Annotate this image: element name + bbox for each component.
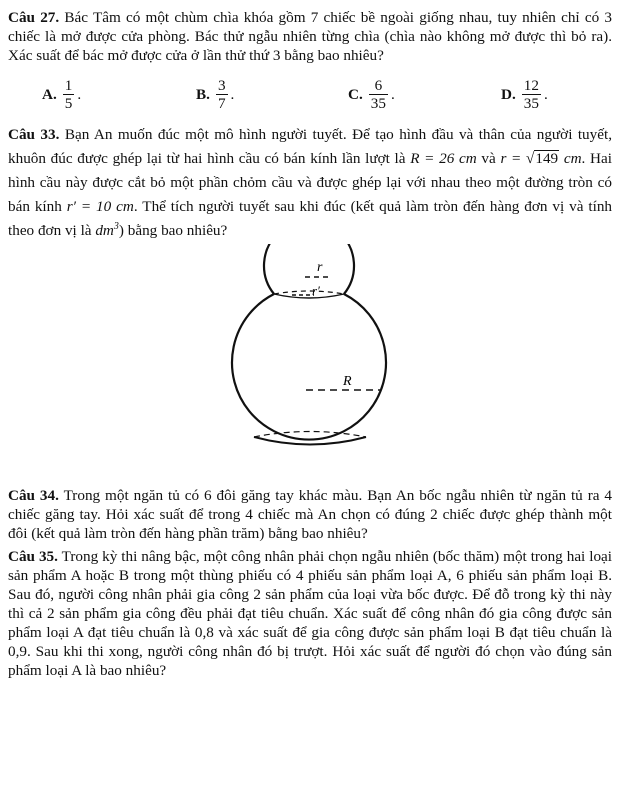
question-27 bbox=[8, 8, 612, 112]
bottom-cut-back bbox=[254, 432, 366, 438]
question-35-text: Câu 35. Trong kỳ thi nâng bậc, một công nhân phải chọn ngẫu nhiên (bốc thăm) một trong hai loại sản phẩm A hoặc B trong một thùng phiếu có 4 phiếu sản phẩm loại A, 6 phiếu sản phẩm loại B. Sau đó, người công nhân phải gia công 2 sản phẩm của loại vừa bốc được. Để đỗ trong kỳ thi này thì cả 2 sản phẩm gia công đều phải đạt tiêu chuẩn. Xác suất để công nhân đó gia công được sản phẩm loại A đạt tiêu chuẩn là 0,8 và xác suất để gia công được sản phẩm loại B đạt tiêu chuẩn là 0,9. Sau khi thi xong, người công nhân đó bị trượt. Hỏi xác suất để người đó chọn vào đúng sản phẩm loại A là bao nhiêu? bbox=[8, 548, 613, 679]
label-r-prime: r′ bbox=[312, 283, 320, 298]
option-a-denominator: 5 bbox=[64, 94, 73, 112]
question-34-label: Câu 34. bbox=[8, 487, 59, 504]
joint-circle-back bbox=[274, 291, 344, 294]
question-34-text: Câu 34. Trong một ngăn tủ có 6 đôi găng tay khác màu. Bạn An bốc ngẫu nhiên từ ngăn tủ ra 4 chiếc găng tay. Hỏi xác suất để trong 4 chiếc mà An chọn có đúng 2 chiếc được ghép thành một đôi (kết quả làm tròn đến hàng phần trăm) bằng bao nhiêu? bbox=[8, 487, 613, 542]
option-d-fraction bbox=[522, 77, 541, 112]
radius-cut-expr: r′ = 10 cm bbox=[66, 198, 134, 215]
option-a-fraction bbox=[63, 77, 75, 112]
option-d: D. $\frac{12}{35}$ . bbox=[501, 76, 548, 112]
option-d-letter: D. bbox=[501, 85, 516, 103]
option-c-denominator: 35 bbox=[370, 94, 386, 112]
option-b-letter: B. bbox=[196, 85, 210, 103]
option-a-numerator: 1 bbox=[64, 76, 73, 94]
question-35-label: Câu 35. bbox=[8, 548, 58, 565]
question-27-body: Bác Tâm có một chùm chìa khóa gồm 7 chiếc bề ngoài giống nhau, tuy nhiên chỉ có 3 chiếc là mở được cửa phòng. Bác thử ngẫu nhiên từng chìa (chìa nào không mở được thì bỏ ra). Xác suất để bác mở được cửa ở lần thử thứ 3 bằng bao nhiêu? bbox=[8, 9, 612, 64]
body-sphere-outline bbox=[232, 294, 386, 440]
question-33 bbox=[8, 123, 612, 243]
option-d-numerator: 12 bbox=[523, 76, 539, 94]
option-d-denominator: 35 bbox=[523, 94, 539, 112]
radius-big-expr: R = 26 cm bbox=[410, 150, 477, 167]
bottom-cut-front bbox=[254, 437, 366, 445]
option-c-letter: C. bbox=[348, 85, 363, 103]
question-33-label: Câu 33. bbox=[8, 126, 60, 143]
question-27-text bbox=[8, 8, 612, 65]
question-27-label: Câu 27. bbox=[8, 9, 60, 26]
option-c-fraction bbox=[369, 77, 388, 112]
unit-expr: $dm^3$ bbox=[95, 220, 119, 239]
head-sphere-outline bbox=[264, 244, 354, 294]
question-33-text: Câu 33. Bạn An muốn đúc một mô hình người tuyết. Để tạo hình đầu và thân của người tuyết, khuôn đúc được ghép lại từ hai hình cầu có bán kính lần lượt là R = 26 cm và r = √149 cm. Hai hình cầu này được cắt bỏ một phần chỏm cầu và được ghép lại với nhau theo một đường tròn có bán kính r′ = 10 cm. Thể tích người tuyết sau khi đúc (kết quả làm tròn đến hàng đơn vị và tính theo đơn vị là $dm^3$) bằng bao nhiêu? bbox=[8, 126, 613, 239]
question-35 bbox=[8, 547, 612, 680]
option-b-denominator: 7 bbox=[217, 94, 226, 112]
option-a: A. $\frac{1}{5}$ . bbox=[42, 76, 82, 112]
snowman-figure bbox=[220, 244, 400, 476]
label-R: R bbox=[343, 374, 352, 389]
question-34 bbox=[8, 486, 612, 543]
option-a-letter: A. bbox=[42, 85, 57, 103]
option-b-numerator: 3 bbox=[217, 76, 226, 94]
label-r: r bbox=[317, 260, 323, 275]
question-27-options bbox=[8, 74, 612, 114]
option-c-numerator: 6 bbox=[374, 76, 383, 94]
option-b-fraction bbox=[216, 77, 228, 112]
option-c: C. $\frac{6}{35}$ . bbox=[348, 76, 395, 112]
radius-small-expr: r = √149 cm bbox=[500, 150, 582, 167]
option-b: B. $\frac{3}{7}$ . bbox=[196, 76, 235, 112]
